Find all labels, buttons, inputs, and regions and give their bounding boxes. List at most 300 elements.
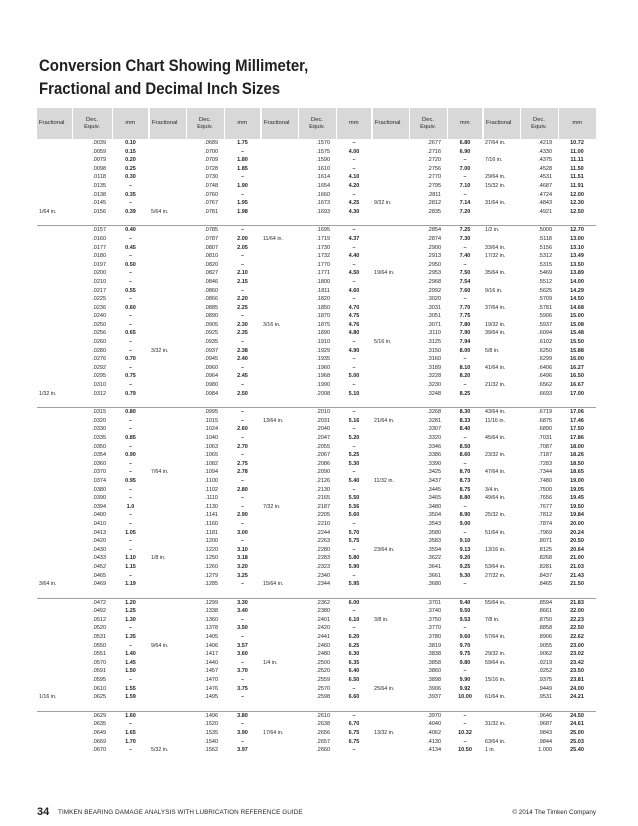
decimal-cell: .0380 — [92, 486, 106, 493]
fractional-cell — [149, 199, 186, 208]
fractional-cell — [37, 729, 72, 738]
mm-cell: 1.35 — [125, 634, 136, 641]
mm-cell: 14.68 — [570, 304, 584, 311]
mm-cell: 17.00 — [570, 390, 584, 397]
table-row — [37, 598, 596, 607]
fractional-cell: 1 in. — [485, 747, 496, 754]
fractional-cell: 23/64 in. — [374, 546, 395, 553]
decimal-cell: .0236 — [92, 304, 106, 311]
fractional-cell — [149, 278, 186, 287]
fractional-cell — [372, 372, 409, 381]
fractional-cell — [261, 494, 298, 503]
mm-cell: 12.50 — [570, 208, 584, 215]
decimal-cell: .3031 — [427, 304, 441, 311]
fractional-cell — [372, 381, 409, 390]
decimal-cell: .3750 — [427, 616, 441, 623]
fractional-cell — [37, 408, 72, 417]
decimal-cell: .0370 — [92, 469, 106, 476]
decimal-cell: .8465 — [538, 581, 552, 588]
mm-cell: 13.49 — [570, 253, 584, 260]
fractional-cell: 3/8 in. — [374, 616, 389, 623]
fractional-cell — [372, 244, 409, 253]
decimal-cell: .1015 — [204, 417, 218, 424]
fractional-cell — [372, 252, 409, 261]
mm-cell: 2.78 — [237, 469, 248, 476]
decimal-cell: .1181 — [204, 529, 218, 536]
fractional-cell — [149, 720, 186, 729]
fractional-cell — [261, 165, 298, 174]
fractional-cell — [261, 650, 298, 659]
decimal-cell: .0748 — [204, 182, 218, 189]
mm-cell: 0.30 — [125, 174, 136, 181]
mm-cell: – — [128, 546, 133, 553]
fractional-cell — [372, 287, 409, 296]
fractional-cell — [149, 165, 186, 174]
fractional-cell — [261, 148, 298, 157]
decimal-cell: .0433 — [92, 555, 106, 562]
decimal-cell: .6875 — [538, 417, 552, 424]
mm-cell: 10.72 — [570, 140, 584, 146]
mm-cell: 3.75 — [237, 685, 248, 692]
mm-cell: – — [240, 452, 245, 459]
mm-cell: 20.64 — [570, 546, 584, 553]
fractional-cell — [149, 529, 186, 538]
decimal-cell: .8071 — [538, 538, 552, 545]
decimal-cell: .0210 — [92, 278, 106, 285]
table-row — [37, 468, 596, 477]
fractional-cell — [372, 321, 409, 330]
decimal-cell: .2263 — [316, 538, 330, 545]
fractional-cell: 9/16 in. — [485, 287, 503, 294]
table-row — [37, 642, 596, 651]
decimal-cell: .2165 — [316, 495, 330, 502]
decimal-cell: .3228 — [427, 373, 441, 380]
mm-cell: – — [240, 253, 245, 260]
fractional-cell: 49/64 in. — [485, 495, 506, 502]
mm-cell: 4.90 — [348, 347, 360, 354]
decimal-cell: .2441 — [316, 634, 330, 641]
fractional-cell — [37, 511, 72, 520]
mm-cell: 6.60 — [348, 694, 360, 701]
decimal-cell: .2401 — [316, 616, 330, 623]
mm-cell: 4.10 — [348, 174, 360, 181]
fractional-cell — [261, 607, 298, 616]
fractional-cell — [372, 235, 409, 244]
decimal-cell: .0820 — [204, 261, 218, 268]
decimal-cell: .2040 — [316, 426, 330, 433]
table-row — [37, 443, 596, 452]
fractional-cell — [37, 269, 72, 278]
decimal-cell: .0469 — [92, 581, 106, 588]
decimal-cell: .0260 — [92, 339, 106, 346]
mm-cell: 9.92 — [459, 685, 471, 692]
mm-cell: 16.00 — [570, 356, 584, 363]
mm-cell: 15.48 — [570, 330, 584, 337]
decimal-cell: .1990 — [316, 382, 330, 389]
mm-cell: 7.50 — [459, 270, 471, 277]
fractional-cell: 5/32 in. — [151, 747, 169, 754]
fractional-cell — [37, 338, 72, 347]
fractional-cell — [261, 572, 298, 581]
decimal-cell: .8281 — [538, 563, 552, 570]
decimal-cell: .8268 — [538, 555, 552, 562]
mm-cell: 8.73 — [459, 477, 471, 484]
decimal-cell: .8125 — [538, 546, 552, 553]
decimal-cell: .2657 — [316, 738, 330, 745]
mm-cell: – — [240, 148, 245, 155]
mm-cell: 9.00 — [459, 520, 471, 527]
fractional-cell — [37, 364, 72, 373]
table-row — [37, 304, 596, 313]
fractional-cell — [149, 434, 186, 443]
decimal-cell: .2992 — [427, 287, 441, 294]
decimal-cell: .1338 — [204, 608, 218, 615]
decimal-cell: .2900 — [427, 244, 441, 251]
mm-cell: 17.86 — [570, 435, 584, 441]
fractional-cell: 15/32 in. — [485, 182, 506, 189]
fractional-cell — [261, 693, 298, 702]
header-fractional: Fractional — [149, 108, 186, 139]
header-fractional: Fractional — [37, 108, 72, 139]
fractional-cell — [37, 226, 72, 235]
fractional-cell: 15/64 in. — [263, 581, 284, 588]
fractional-cell — [149, 235, 186, 244]
mm-cell: – — [128, 364, 133, 371]
decimal-cell: .1929 — [316, 347, 330, 354]
mm-cell: – — [352, 382, 356, 389]
mm-cell: 5.40 — [348, 477, 360, 484]
fractional-cell — [483, 295, 520, 304]
decimal-cell: .7812 — [538, 512, 552, 519]
mm-cell: – — [352, 572, 356, 579]
mm-cell: 0.25 — [125, 165, 136, 172]
fractional-cell — [37, 278, 72, 287]
fractional-cell: 7/64 in. — [151, 469, 169, 476]
mm-cell: 1.19 — [125, 581, 136, 588]
fractional-cell: 25/64 in. — [374, 685, 395, 692]
mm-cell: 8.33 — [459, 417, 471, 424]
mm-cell: – — [352, 608, 356, 615]
fractional-cell — [261, 355, 298, 364]
fractional-cell — [37, 199, 72, 208]
fractional-cell — [149, 191, 186, 200]
mm-cell: 2.35 — [237, 330, 248, 337]
fractional-cell — [372, 425, 409, 434]
fractional-cell — [37, 667, 72, 676]
decimal-cell: .1770 — [316, 261, 330, 268]
fractional-cell — [261, 633, 298, 642]
decimal-cell: .3680 — [427, 581, 441, 588]
decimal-cell: .3858 — [427, 659, 441, 666]
decimal-cell: .1870 — [316, 313, 330, 320]
decimal-cell: .0846 — [204, 278, 218, 285]
fractional-cell — [37, 633, 72, 642]
mm-cell: 15.50 — [570, 339, 584, 346]
table-row — [37, 659, 596, 668]
decimal-cell: .0551 — [92, 651, 106, 658]
mm-cell: 7.20 — [459, 208, 471, 215]
mm-cell: – — [463, 244, 467, 251]
fractional-cell — [483, 355, 520, 364]
fractional-cell — [483, 165, 520, 174]
decimal-cell: .9219 — [538, 659, 552, 666]
mm-cell: 23.42 — [570, 659, 584, 666]
fractional-cell — [372, 434, 409, 443]
fractional-cell — [372, 494, 409, 503]
table-row — [37, 252, 596, 261]
mm-cell: 2.60 — [237, 426, 248, 433]
mm-cell: 5.90 — [348, 563, 360, 570]
mm-cell: 0.35 — [125, 191, 136, 198]
fractional-cell — [149, 364, 186, 373]
fractional-cell: 47/64 in. — [485, 469, 506, 476]
mm-cell: 24.50 — [558, 711, 596, 720]
decimal-cell: .9646 — [520, 711, 558, 720]
decimal-cell: .0335 — [92, 435, 106, 441]
fractional-cell — [149, 287, 186, 296]
header-decimal-equiv: Dec. Equiv. — [520, 108, 558, 139]
decimal-cell: .2835 — [427, 208, 441, 215]
fractional-cell — [483, 443, 520, 452]
fractional-cell — [261, 711, 298, 720]
decimal-cell: .0410 — [92, 520, 106, 527]
mm-cell: 4.20 — [348, 182, 360, 189]
mm-cell: 23.81 — [570, 677, 584, 684]
mm-cell: 0.50 — [125, 261, 136, 268]
fractional-cell: 51/64 in. — [485, 529, 506, 536]
mm-cell: 7.60 — [459, 287, 471, 294]
mm-cell: 22.00 — [570, 608, 584, 615]
mm-cell: – — [240, 634, 245, 641]
fractional-cell — [372, 329, 409, 338]
mm-cell: 4.76 — [348, 321, 360, 328]
table-row — [37, 676, 596, 685]
decimal-cell: .3622 — [427, 555, 441, 562]
decimal-cell: .0145 — [92, 200, 106, 207]
fractional-cell — [149, 338, 186, 347]
mm-cell: – — [352, 261, 356, 268]
title-line-1: Conversion Chart Showing Millimeter, — [39, 56, 309, 75]
mm-cell: – — [240, 261, 245, 268]
fractional-cell — [261, 720, 298, 729]
decimal-cell: .1562 — [204, 747, 218, 754]
table-row — [37, 244, 596, 253]
fractional-cell — [372, 165, 409, 174]
table-row — [37, 355, 596, 364]
fractional-cell — [37, 503, 72, 512]
fractional-cell — [372, 295, 409, 304]
decimal-cell: .1250 — [204, 555, 218, 562]
mm-cell: 3.60 — [237, 651, 248, 658]
decimal-cell: .2656 — [316, 730, 330, 736]
fractional-cell — [483, 711, 520, 720]
mm-cell: 11.91 — [570, 182, 584, 189]
mm-cell: 24.21 — [570, 694, 584, 701]
decimal-cell: .1960 — [316, 364, 330, 371]
fractional-cell — [149, 244, 186, 253]
mm-cell: 1.65 — [125, 730, 136, 736]
mm-cell: – — [240, 616, 245, 623]
table-row — [37, 235, 596, 244]
fractional-cell: 1/16 in. — [39, 694, 57, 701]
conversion-table — [37, 108, 596, 755]
decimal-cell: .4062 — [427, 730, 441, 736]
decimal-cell: .7087 — [538, 443, 552, 450]
decimal-cell: .0925 — [204, 330, 218, 337]
decimal-cell: .2362 — [298, 598, 336, 607]
decimal-cell: .2244 — [316, 529, 330, 536]
decimal-cell: .0709 — [204, 157, 218, 164]
fractional-cell — [261, 486, 298, 495]
mm-cell: 21.03 — [570, 563, 584, 570]
table-row — [37, 434, 596, 443]
mm-cell: – — [240, 738, 245, 745]
mm-cell: 0.40 — [112, 226, 149, 235]
decimal-cell: .6094 — [538, 330, 552, 337]
mm-cell: – — [128, 469, 133, 476]
decimal-cell: .0905 — [204, 321, 218, 328]
fractional-cell — [261, 338, 298, 347]
decimal-cell: .6693 — [538, 390, 552, 397]
decimal-cell: .0860 — [204, 287, 218, 294]
fractional-cell — [149, 269, 186, 278]
decimal-cell: .7874 — [538, 520, 552, 527]
decimal-cell: .2854 — [409, 226, 447, 235]
mm-cell: 2.40 — [237, 356, 248, 363]
decimal-cell: .0400 — [92, 512, 106, 519]
fractional-cell — [37, 451, 72, 460]
mm-cell: 25.40 — [570, 747, 584, 754]
decimal-cell: .3307 — [427, 426, 441, 433]
decimal-cell: .1590 — [316, 157, 330, 164]
fractional-cell — [149, 460, 186, 469]
decimal-cell: .0550 — [92, 642, 106, 649]
decimal-cell: .6719 — [520, 408, 558, 417]
mm-cell: – — [463, 738, 467, 745]
decimal-cell: .2280 — [316, 546, 330, 553]
decimal-cell: .2559 — [316, 677, 330, 684]
fractional-cell — [261, 425, 298, 434]
mm-cell: 0.90 — [125, 452, 136, 459]
decimal-cell: .5709 — [538, 296, 552, 303]
decimal-cell: .0350 — [92, 443, 106, 450]
decimal-cell: .3445 — [427, 486, 441, 493]
fractional-cell — [261, 616, 298, 625]
table-row — [37, 372, 596, 381]
mm-cell: – — [463, 625, 467, 632]
mm-cell: 3.30 — [224, 598, 261, 607]
decimal-cell: .2055 — [316, 443, 330, 450]
mm-cell: 7.25 — [447, 226, 483, 235]
decimal-cell: .0310 — [92, 382, 106, 389]
mm-cell: 6.25 — [348, 642, 360, 649]
mm-cell: 1.50 — [125, 668, 136, 675]
fractional-cell: 19/64 in. — [374, 270, 395, 277]
decimal-cell: .0452 — [92, 563, 106, 570]
mm-cell: 0.75 — [125, 373, 136, 380]
decimal-cell: .1800 — [316, 278, 330, 285]
mm-cell: 24.61 — [570, 721, 584, 728]
mm-cell: 2.90 — [237, 512, 248, 519]
fractional-cell — [261, 477, 298, 486]
decimal-cell: .5781 — [538, 304, 552, 311]
fractional-cell: 25/32 in. — [485, 512, 506, 519]
decimal-cell: .6496 — [538, 373, 552, 380]
mm-cell: 2.25 — [237, 304, 248, 311]
mm-cell: 0.60 — [125, 304, 136, 311]
mm-cell: 1.40 — [125, 651, 136, 658]
table-row — [37, 295, 596, 304]
mm-cell: 3.25 — [237, 572, 248, 579]
fractional-cell — [37, 417, 72, 426]
decimal-cell: .1575 — [316, 148, 330, 155]
decimal-cell: .1220 — [204, 546, 218, 553]
header-mm: mm — [224, 108, 261, 139]
decimal-cell: .4921 — [538, 208, 552, 215]
fractional-cell — [372, 173, 409, 182]
table-row — [37, 554, 596, 563]
mm-cell: – — [128, 270, 133, 277]
mm-cell: 3.20 — [237, 563, 248, 570]
mm-cell: 9.80 — [459, 659, 471, 666]
fractional-cell: 3/16 in. — [263, 321, 281, 328]
fractional-cell — [261, 443, 298, 452]
decimal-cell: .0217 — [92, 287, 106, 294]
mm-cell: 6.20 — [348, 634, 360, 641]
decimal-cell: .0312 — [92, 390, 106, 397]
mm-cell: 0.65 — [125, 330, 136, 337]
mm-cell: – — [224, 408, 261, 417]
fractional-cell: 59/64 in. — [485, 659, 506, 666]
mm-cell: – — [128, 235, 133, 242]
decimal-cell: .4724 — [538, 191, 552, 198]
decimal-cell: .0118 — [92, 174, 106, 181]
decimal-cell: .2812 — [427, 200, 441, 207]
fractional-cell: 19/32 in. — [485, 321, 506, 328]
mm-cell: – — [240, 287, 245, 294]
fractional-cell — [37, 624, 72, 633]
fractional-cell — [372, 156, 409, 165]
fractional-cell — [37, 659, 72, 668]
mm-cell: – — [128, 347, 133, 354]
decimal-cell: .1130 — [204, 503, 218, 510]
fractional-cell — [483, 537, 520, 546]
decimal-cell: .8858 — [538, 625, 552, 632]
footer-guide-title: TIMKEN BEARING DAMAGE ANALYSIS WITH LUBRICATION REFERENCE GUIDE — [58, 809, 303, 816]
mm-cell: 25.00 — [570, 730, 584, 736]
mm-cell: 24.00 — [570, 685, 584, 692]
table-row — [37, 580, 596, 589]
decimal-cell: .0330 — [92, 426, 106, 433]
fractional-cell — [37, 182, 72, 191]
fractional-cell — [372, 693, 409, 702]
fractional-cell — [149, 381, 186, 390]
decimal-cell: .2380 — [316, 608, 330, 615]
fractional-cell — [37, 372, 72, 381]
mm-cell: 2.80 — [237, 486, 248, 493]
header-decimal-equiv: Dec. Equiv. — [186, 108, 224, 139]
table-body — [37, 139, 596, 755]
fractional-cell — [372, 580, 409, 589]
decimal-cell: .1535 — [204, 730, 218, 736]
mm-cell: – — [352, 364, 356, 371]
decimal-cell: .0866 — [204, 296, 218, 303]
decimal-cell: .3386 — [427, 452, 441, 459]
decimal-cell: .2460 — [316, 642, 330, 649]
mm-cell: – — [352, 546, 356, 553]
decimal-cell: .2008 — [316, 390, 330, 397]
table-row — [37, 278, 596, 287]
